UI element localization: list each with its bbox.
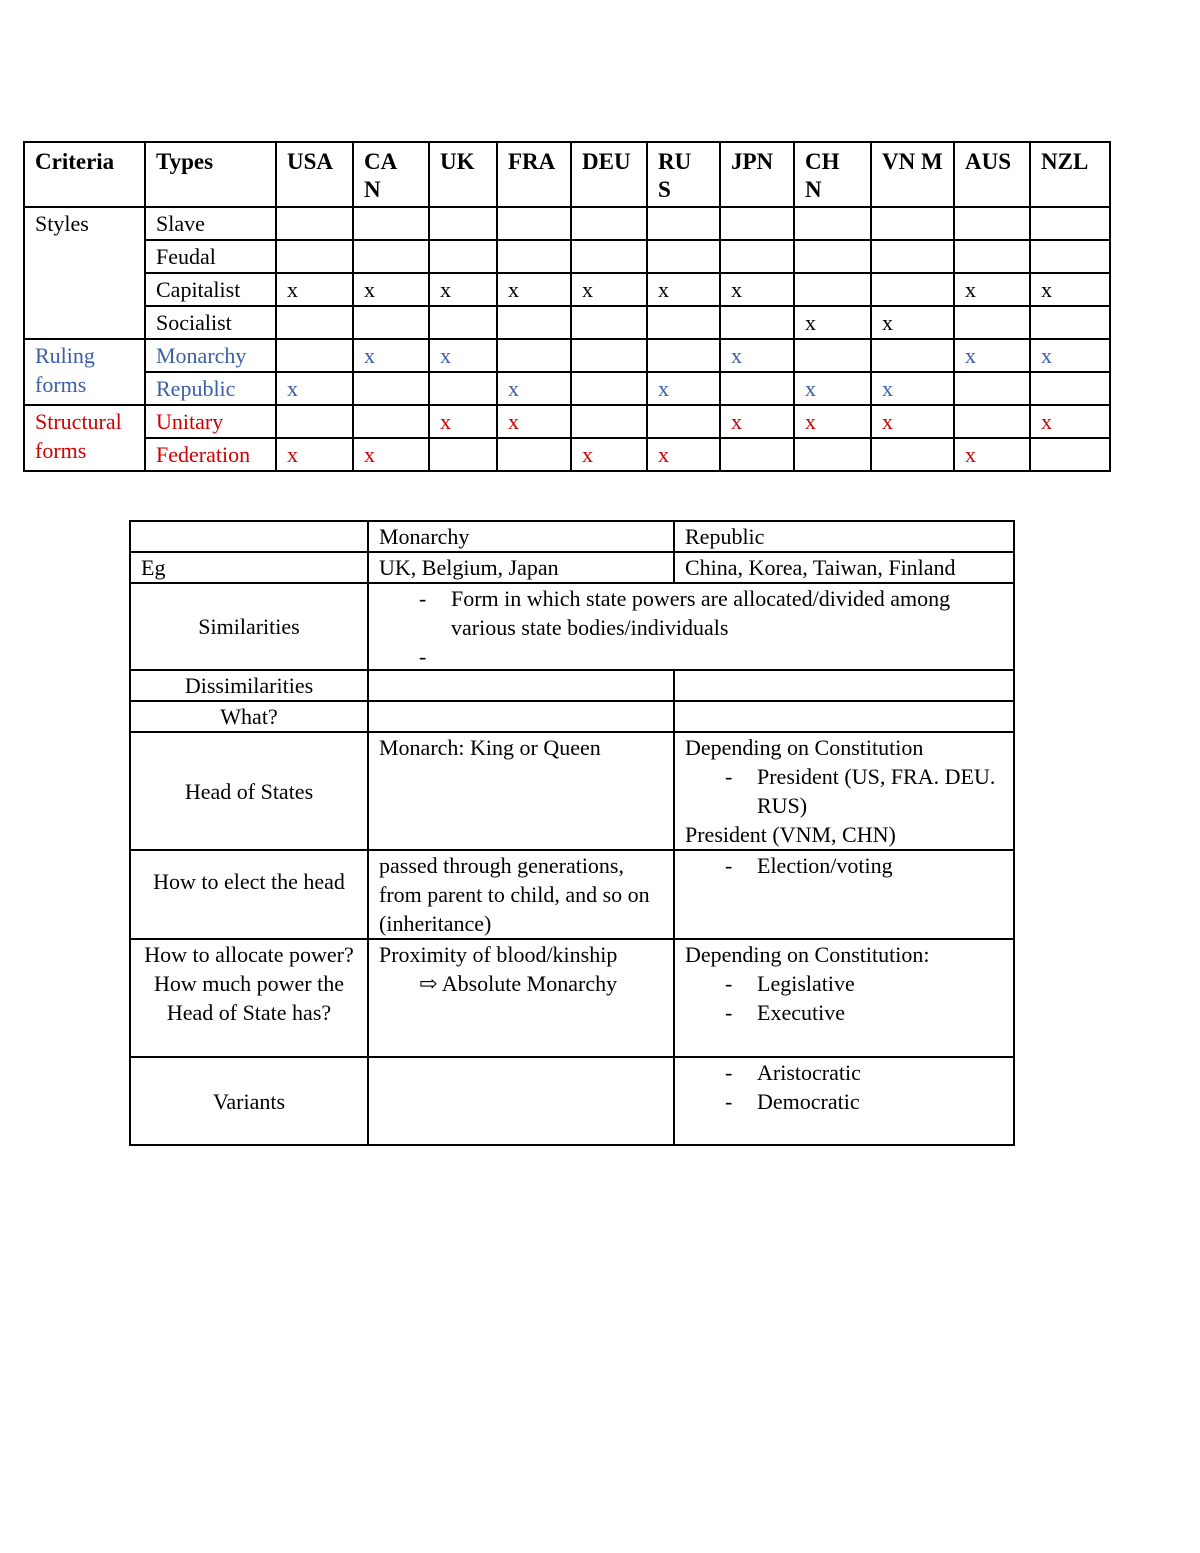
mark-cell [871,240,954,273]
mark-cell: x [871,306,954,339]
mark-cell: x [794,405,871,438]
mark-cell [1030,240,1110,273]
table-row [24,240,1110,273]
mark-cell [871,273,954,306]
mark-cell [276,207,353,240]
mark-cell [871,438,954,471]
elect-republic-list [685,851,1003,880]
mark-cell: x [429,405,497,438]
dissimilarities-label: Dissimilarities [130,670,368,701]
mark-cell: x [954,273,1030,306]
mark-cell: x [871,405,954,438]
mark-cell [353,207,429,240]
mark-cell: x [954,438,1030,471]
mark-cell: x [276,273,353,306]
mark-cell [429,306,497,339]
mark-cell: x [497,372,571,405]
head-of-states-republic-outro: President (VNM, CHN) [685,822,896,847]
mark-cell [954,405,1030,438]
variants-republic-item: - Aristocratic [685,1058,1003,1087]
column-header: NZL [1030,142,1110,207]
type-cell: Capitalist [145,273,276,306]
mark-cell [954,240,1030,273]
criteria-cell: Ruling forms [24,339,145,405]
column-header: USA [276,142,353,207]
mark-cell [429,372,497,405]
mark-cell: x [497,405,571,438]
mark-cell [720,438,794,471]
allocate-monarchy-sub-line [379,969,663,998]
mark-cell: x [1030,339,1110,372]
mark-cell [571,405,647,438]
type-cell: Republic [145,372,276,405]
variants-monarchy [368,1057,674,1145]
mark-cell [353,405,429,438]
mark-cell: x [871,372,954,405]
similarities-item: - Form in which state powers are allocated/divided among various state bodies/individuals [379,584,1003,642]
mark-cell [276,240,353,273]
mark-cell [1030,438,1110,471]
header-blank-cell [130,521,368,552]
column-header: CA N [353,142,429,207]
mark-cell [429,240,497,273]
allocate-row [130,939,1014,1057]
table-row [24,405,1110,438]
mark-cell: x [794,372,871,405]
mark-cell: x [720,339,794,372]
column-header: FRA [497,142,571,207]
mark-cell [794,240,871,273]
mark-cell: x [429,339,497,372]
mark-cell: x [647,273,720,306]
mark-cell: x [1030,273,1110,306]
classification-table [23,141,1111,472]
header-row [24,142,1110,207]
mark-cell: x [276,438,353,471]
allocate-label: How to allocate power? How much power the Head of State has? [130,939,368,1057]
table-row [24,273,1110,306]
column-header: Criteria [24,142,145,207]
mark-cell [647,405,720,438]
head-of-states-label: Head of States [130,732,368,850]
column-header: CH N [794,142,871,207]
dissimilarities-monarchy [368,670,674,701]
elect-republic [674,850,1014,939]
mark-cell: x [276,372,353,405]
type-cell: Feudal [145,240,276,273]
header-monarchy: Monarchy [368,521,674,552]
mark-cell [794,339,871,372]
mark-cell [871,339,954,372]
mark-cell: x [353,273,429,306]
mark-cell: x [720,273,794,306]
mark-cell [720,207,794,240]
table-row [24,372,1110,405]
allocate-republic [674,939,1014,1057]
similarities-label: Similarities [130,583,368,670]
allocate-monarchy-sub: Absolute Monarchy [441,971,618,996]
mark-cell [1030,207,1110,240]
mark-cell [871,207,954,240]
mark-cell [1030,372,1110,405]
what-monarchy [368,701,674,732]
column-header: UK [429,142,497,207]
mark-cell [429,438,497,471]
dissimilarities-republic [674,670,1014,701]
type-cell: Socialist [145,306,276,339]
mark-cell [647,306,720,339]
table-row [24,339,1110,372]
mark-cell: x [353,438,429,471]
elect-label: How to elect the head [130,850,368,939]
mark-cell [497,438,571,471]
mark-cell [794,273,871,306]
mark-cell [720,372,794,405]
mark-cell [571,207,647,240]
eg-row [130,552,1014,583]
column-header: AUS [954,142,1030,207]
head-of-states-republic [674,732,1014,850]
type-cell: Unitary [145,405,276,438]
column-header: Types [145,142,276,207]
mark-cell [1030,306,1110,339]
allocate-republic-item: - Executive [685,998,1003,1027]
mark-cell: x [647,372,720,405]
mark-cell [571,306,647,339]
column-header: VN M [871,142,954,207]
similarities-row [130,583,1014,670]
mark-cell [353,240,429,273]
variants-republic [674,1057,1014,1145]
allocate-republic-intro: Depending on Constitution: [685,942,930,967]
variants-republic-list [685,1058,1003,1116]
mark-cell [720,306,794,339]
what-label: What? [130,701,368,732]
dissimilarities-row [130,670,1014,701]
mark-cell [794,438,871,471]
mark-cell [353,372,429,405]
mark-cell: x [794,306,871,339]
eg-label: Eg [130,552,368,583]
mark-cell [571,240,647,273]
mark-cell [497,207,571,240]
mark-cell: x [497,273,571,306]
elect-monarchy: passed through generations, from parent to child, and so on (inheritance) [368,850,674,939]
column-header: RU S [647,142,720,207]
type-cell: Monarchy [145,339,276,372]
allocate-republic-item: - Legislative [685,969,1003,998]
elect-republic-item: - Election/voting [685,851,1003,880]
head-of-states-republic-list [685,762,1003,820]
head-of-states-row [130,732,1014,850]
mark-cell [497,240,571,273]
mark-cell [276,306,353,339]
head-of-states-republic-intro: Depending on Constitution [685,735,924,760]
variants-label: Variants [130,1057,368,1145]
head-of-states-republic-item: - President (US, FRA. DEU. RUS) [685,762,1003,820]
similarities-list [379,584,1003,642]
mark-cell [497,306,571,339]
column-header: JPN [720,142,794,207]
mark-cell [647,240,720,273]
mark-cell: x [720,405,794,438]
arrow-icon: ⇨ [419,971,438,996]
variants-row [130,1057,1014,1145]
mark-cell [276,339,353,372]
mark-cell [720,240,794,273]
what-republic [674,701,1014,732]
mark-cell: x [647,438,720,471]
mark-cell: x [954,339,1030,372]
type-cell: Federation [145,438,276,471]
eg-monarchy: UK, Belgium, Japan [368,552,674,583]
mark-cell [794,207,871,240]
mark-cell [954,207,1030,240]
mark-cell [647,207,720,240]
mark-cell: x [353,339,429,372]
mark-cell [497,339,571,372]
type-cell: Slave [145,207,276,240]
criteria-cell: Styles [24,207,145,339]
mark-cell [276,405,353,438]
mark-cell [647,339,720,372]
criteria-cell: Structural forms [24,405,145,471]
comparison-table [129,520,1015,1146]
mark-cell [954,372,1030,405]
mark-cell: x [571,438,647,471]
allocate-republic-list [685,969,1003,1027]
header-republic: Republic [674,521,1014,552]
table-row [24,438,1110,471]
allocate-monarchy [368,939,674,1057]
head-of-states-monarchy: Monarch: King or Queen [368,732,674,850]
mark-cell: x [571,273,647,306]
what-row [130,701,1014,732]
allocate-monarchy-text: Proximity of blood/kinship [379,942,618,967]
mark-cell [571,372,647,405]
mark-cell [429,207,497,240]
variants-republic-item: - Democratic [685,1087,1003,1116]
comparison-header-row [130,521,1014,552]
mark-cell [954,306,1030,339]
similarities-content [368,583,1014,670]
column-header: DEU [571,142,647,207]
mark-cell [353,306,429,339]
mark-cell: x [1030,405,1110,438]
table-row [24,207,1110,240]
eg-republic: China, Korea, Taiwan, Finland [674,552,1014,583]
mark-cell [571,339,647,372]
table-row [24,306,1110,339]
mark-cell: x [429,273,497,306]
elect-row [130,850,1014,939]
